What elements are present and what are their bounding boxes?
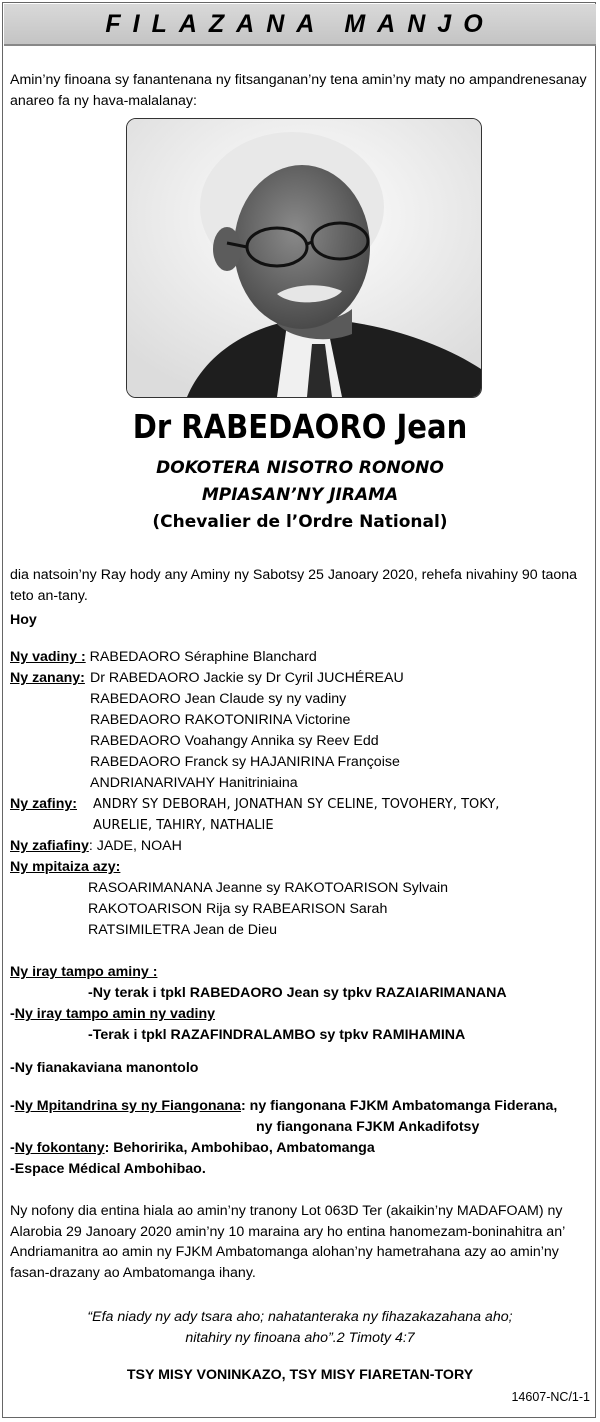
church-line-1: : ny fiangonana FJKM Ambatomanga Fiderana, bbox=[240, 1098, 558, 1114]
spouse-siblings-label-row bbox=[10, 1004, 215, 1025]
list-item: RASOARIMANANA Jeanne sy RAKOTOARISON Sylvain bbox=[88, 880, 449, 896]
bible-quote bbox=[0, 1307, 600, 1348]
list-item: Dr RABEDAORO Jackie sy Dr Cyril JUCHÉREAU bbox=[90, 670, 404, 686]
death-notice: dia natsoin’ny Ray hody any Aminy ny Sabotsy 25 Janoary 2020, rehefa nivahiny 90 taona teto an-tany. bbox=[10, 567, 578, 604]
spouse-row bbox=[10, 647, 317, 668]
list-item: AURELIE, TAHIRY, NATHALIE bbox=[93, 818, 274, 833]
deceased-title-3: (Chevalier de l’Ordre National) bbox=[152, 512, 448, 532]
church-row bbox=[10, 1096, 557, 1117]
dash-prefix: - bbox=[10, 1098, 15, 1114]
grandchildren-label-row bbox=[10, 794, 77, 815]
list-item: RABEDAORO Jean Claude sy ny vadiny bbox=[90, 691, 347, 707]
spouse-label: Ny vadiny : bbox=[10, 649, 86, 665]
dash-prefix: - bbox=[10, 1140, 15, 1156]
portrait-photo bbox=[126, 118, 482, 398]
list-item: RABEDAORO Franck sy HAJANIRINA Françoise bbox=[90, 754, 400, 770]
header-title: FILAZANA MANJO bbox=[105, 9, 495, 38]
spouse-siblings-line: -Terak i tpkl RAZAFINDRALAMBO sy tpkv RAMIHAMINA bbox=[88, 1027, 466, 1043]
caregivers-list bbox=[88, 878, 448, 941]
fokontany-row bbox=[10, 1138, 375, 1159]
deceased-name: Dr RABEDAORO Jean bbox=[132, 407, 468, 446]
header-bar bbox=[4, 4, 596, 46]
espace-medical-line: -Espace Médical Ambohibao. bbox=[10, 1161, 206, 1177]
spouse-siblings-label: Ny iray tampo amin ny vadiny bbox=[14, 1006, 216, 1022]
list-item: RABEDAORO RAKOTONIRINA Victorine bbox=[90, 712, 351, 728]
great-grandchildren-row bbox=[10, 836, 182, 857]
children-label-row bbox=[10, 668, 85, 689]
children-list bbox=[90, 668, 404, 794]
spouse-name: RABEDAORO Séraphine Blanchard bbox=[89, 649, 317, 665]
caregivers-label-row bbox=[10, 857, 120, 878]
caregivers-label: Ny mpitaiza azy: bbox=[10, 859, 121, 875]
whole-family-line: -Ny fianakaviana manontolo bbox=[10, 1060, 199, 1076]
quote-line-2: nitahiry ny finoana aho”.2 Timoty 4:7 bbox=[185, 1329, 415, 1346]
list-item: RAKOTOARISON Rija sy RABEARISON Sarah bbox=[88, 901, 388, 917]
intro-text: Amin’ny finoana sy fanantenana ny fitsanganan’ny tena amin’ny maty no ampandrenesanay anareo fa ny hava-malalanay: bbox=[10, 72, 587, 109]
list-item: ANDRY SY DEBORAH, JONATHAN SY CELINE, TOVOHERY, TOKY, bbox=[93, 797, 500, 812]
hoy-label: Hoy bbox=[10, 612, 37, 628]
great-grandchildren-names: : JADE, NOAH bbox=[88, 838, 182, 854]
list-item: ANDRIANARIVAHY Hanitriniaina bbox=[90, 775, 298, 791]
siblings-label: Ny iray tampo aminy : bbox=[10, 964, 158, 980]
fokontany-label: Ny fokontany bbox=[14, 1140, 105, 1156]
great-grandchildren-label: Ny zafiafiny bbox=[10, 838, 89, 854]
church-line-2: ny fiangonana FJKM Ankadifotsy bbox=[256, 1119, 480, 1135]
dash-prefix: - bbox=[10, 1006, 15, 1022]
deceased-title-2: MPIASAN’NY JIRAMA bbox=[201, 485, 399, 505]
church-label: Ny Mpitandrina sy ny Fiangonana bbox=[14, 1098, 241, 1114]
siblings-line: -Ny terak i tpkl RABEDAORO Jean sy tpkv RAZAIARIMANANA bbox=[88, 985, 507, 1001]
quote-line-1: “Efa niady ny ady tsara aho; nahatanteraka ny fihazakazahana aho; bbox=[87, 1309, 513, 1325]
siblings-label-row bbox=[10, 962, 157, 983]
children-label: Ny zanany: bbox=[10, 670, 85, 686]
list-item: RABEDAORO Voahangy Annika sy Reev Edd bbox=[90, 733, 379, 749]
grandchildren-label: Ny zafiny: bbox=[10, 796, 78, 812]
portrait-photo-drawing bbox=[127, 119, 481, 397]
grandchildren-list bbox=[93, 794, 499, 836]
funeral-notice: Ny nofony dia entina hiala ao amin’ny tranony Lot 063D Ter (akaikin’ny MADAFOAM) ny Alarobia 29 Janoary 2020 amin’ny 10 maraina ary ho entina hanomezam-boninahitra an’ Andriamanitra ao amin ny FJKM Ambatomanga alohan’ny hametrahana azy ao amin’ny fasan-drazany ao Ambatomanga ihany. bbox=[10, 1203, 565, 1281]
deceased-title-1: DOKOTERA NISOTRO RONONO bbox=[156, 458, 444, 478]
closing-note: TSY MISY VONINKAZO, TSY MISY FIARETAN-TORY bbox=[126, 1367, 474, 1383]
reference-code: 14607-NC/1-1 bbox=[511, 1390, 590, 1404]
fokontany-text: : Behoririka, Ambohibao, Ambatomanga bbox=[104, 1140, 375, 1156]
list-item: RATSIMILETRA Jean de Dieu bbox=[88, 922, 277, 938]
